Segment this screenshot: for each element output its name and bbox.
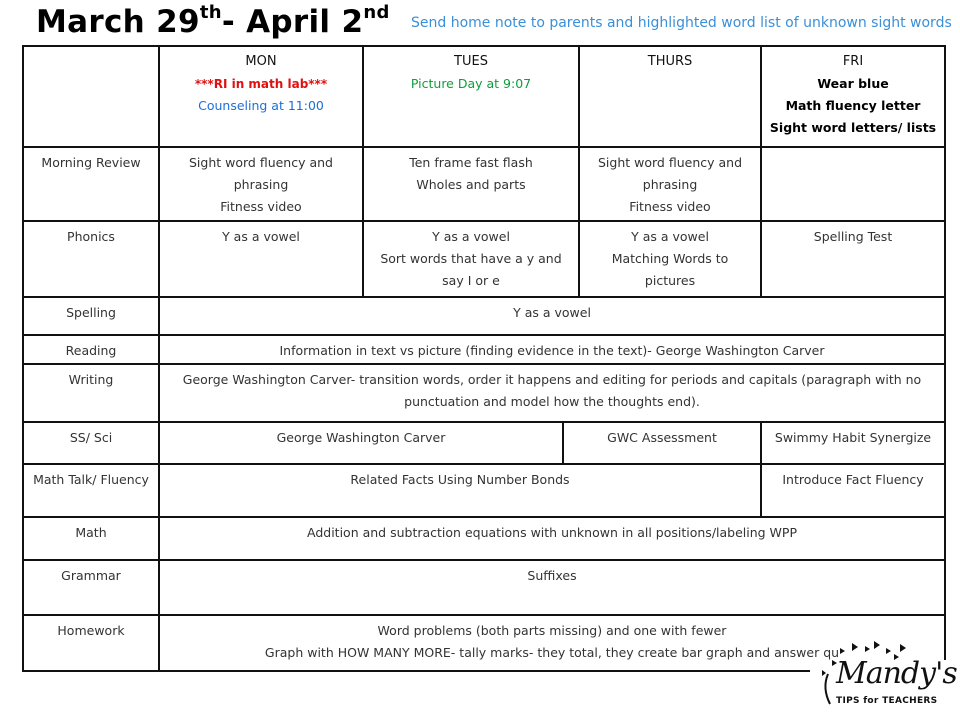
lesson-plan-table	[22, 45, 946, 672]
cell-thurs: Y as a vowel Matching Words to pictures	[579, 221, 761, 297]
logo-name: Mandy's	[836, 656, 957, 691]
row-label: Math	[23, 517, 159, 560]
cell-week: Suffixes	[159, 560, 945, 615]
header-note: Send home note to parents and highlighted word list of unknown sight words	[411, 15, 952, 31]
row-label: Reading	[23, 335, 159, 364]
row-math-talk	[23, 464, 945, 517]
cell-thurs: Sight word fluency and phrasing Fitness video	[579, 147, 761, 221]
row-homework	[23, 615, 945, 671]
row-label: Morning Review	[23, 147, 159, 221]
row-spelling	[23, 297, 945, 335]
row-grammar	[23, 560, 945, 615]
row-reading	[23, 335, 945, 364]
row-ss-sci	[23, 422, 945, 464]
day-header-fri: FRI Wear blue Math fluency letter Sight word letters/ lists	[761, 46, 945, 147]
day-header-thurs: THURS	[579, 46, 761, 147]
row-label: Spelling	[23, 297, 159, 335]
row-math	[23, 517, 945, 560]
day-header-tues: TUES Picture Day at 9:07	[363, 46, 579, 147]
cell-week: George Washington Carver- transition words, order it happens and editing for periods and capitals (paragraph with no punctuation and model how the thoughts end).	[159, 364, 945, 422]
row-label: SS/ Sci	[23, 422, 159, 464]
page-title: March 29th- April 2nd	[36, 2, 390, 40]
row-label: Phonics	[23, 221, 159, 297]
cell-thurs: GWC Assessment	[563, 422, 761, 464]
logo-subtitle: TIPS for TEACHERS	[836, 696, 938, 706]
mandys-logo	[810, 640, 960, 720]
cell-mon: Sight word fluency and phrasing Fitness video	[159, 147, 363, 221]
row-morning-review	[23, 147, 945, 221]
row-label: Homework	[23, 615, 159, 671]
cell-mon-thurs: Related Facts Using Number Bonds	[159, 464, 761, 517]
cell-week: Information in text vs picture (finding evidence in the text)- George Washington Carver	[159, 335, 945, 364]
row-phonics	[23, 221, 945, 297]
cell-tues: Y as a vowel Sort words that have a y and say I or e	[363, 221, 579, 297]
row-label: Math Talk/ Fluency	[23, 464, 159, 517]
row-writing	[23, 364, 945, 422]
cell-fri: Introduce Fact Fluency	[761, 464, 945, 517]
cell-week: Addition and subtraction equations with unknown in all positions/labeling WPP	[159, 517, 945, 560]
cell-fri: Spelling Test	[761, 221, 945, 297]
cell-fri	[761, 147, 945, 221]
cell-mon: Y as a vowel	[159, 221, 363, 297]
cell-tues: Ten frame fast flash Wholes and parts	[363, 147, 579, 221]
cell-mon-tues: George Washington Carver	[159, 422, 563, 464]
corner-cell	[23, 46, 159, 147]
cell-fri: Swimmy Habit Synergize	[761, 422, 945, 464]
cell-week: Word problems (both parts missing) and one with fewer Graph with HOW MANY MORE- tally marks- they total, they create bar graph and answer qu	[159, 615, 945, 671]
row-label: Grammar	[23, 560, 159, 615]
row-label: Writing	[23, 364, 159, 422]
cell-week: Y as a vowel	[159, 297, 945, 335]
header-row	[23, 46, 945, 147]
day-header-mon: MON ***RI in math lab*** Counseling at 11:00	[159, 46, 363, 147]
